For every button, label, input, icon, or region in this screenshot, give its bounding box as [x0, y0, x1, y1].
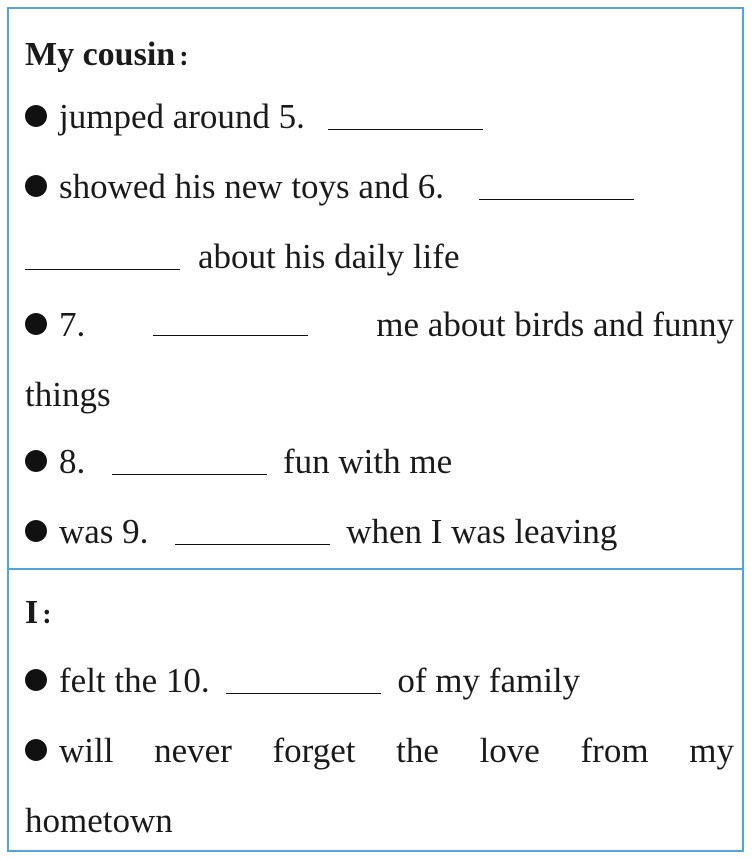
bullet-icon [25, 739, 47, 761]
bullet-icon [25, 669, 47, 691]
list-item-11-continued [25, 801, 734, 841]
list-item-5 [25, 97, 734, 137]
list-item-8 [25, 442, 734, 482]
blank-9[interactable] [175, 514, 330, 545]
blank-5[interactable] [328, 99, 483, 130]
item8-prefix-text: 8. [59, 442, 86, 481]
item11-word-0: will [25, 731, 113, 771]
item9-suffix-text: when I was leaving [346, 512, 618, 551]
section2-heading-colon: : [42, 599, 52, 630]
section1-heading [25, 35, 734, 77]
item11-word-6: my [689, 731, 734, 770]
bullet-icon [25, 520, 47, 542]
item10-suffix-text: of my family [397, 661, 581, 700]
item11-word-3: the [396, 731, 439, 770]
item6-text: showed his new toys and 6. [59, 167, 444, 206]
bullet-icon [25, 105, 47, 127]
item11-word-5: from [580, 731, 649, 770]
section1-heading-text: My cousin [25, 36, 176, 73]
worksheet-box [7, 7, 744, 852]
list-item-6 [25, 167, 734, 207]
item8-suffix-text: fun with me [283, 442, 453, 481]
item7-left [25, 305, 85, 345]
item9-prefix-text: was 9. [59, 512, 149, 551]
item11-word-1: never [154, 731, 232, 770]
list-item-6-continued [25, 237, 734, 277]
item7-suffix-text: me about birds and funny [376, 305, 734, 344]
item5-text: jumped around 5. [59, 97, 305, 136]
section1-heading-colon: : [179, 41, 189, 72]
item7-continued-text: things [25, 375, 111, 414]
item11-word-4: love [479, 731, 540, 770]
blank-6b[interactable] [25, 239, 180, 270]
list-item-11 [25, 731, 734, 771]
blank-7[interactable] [153, 305, 308, 336]
list-item-10 [25, 661, 734, 701]
bullet-icon [25, 175, 47, 197]
section2-heading-text: I [25, 594, 39, 631]
blank-8[interactable] [112, 444, 267, 475]
section-divider [9, 568, 742, 570]
list-item-7-continued [25, 375, 734, 415]
blank-10[interactable] [226, 663, 381, 694]
bullet-icon [25, 313, 47, 335]
bullet-icon [25, 450, 47, 472]
list-item-9 [25, 512, 734, 552]
section2-heading [25, 593, 734, 635]
item10-prefix-text: felt the 10. [59, 661, 210, 700]
blank-6a[interactable] [479, 169, 634, 200]
list-item-7 [25, 305, 734, 345]
item11-word-2: forget [272, 731, 356, 770]
item6-continued-text: about his daily life [198, 237, 460, 276]
item7-prefix-text: 7. [59, 305, 86, 344]
item11-continued-text: hometown [25, 801, 173, 840]
